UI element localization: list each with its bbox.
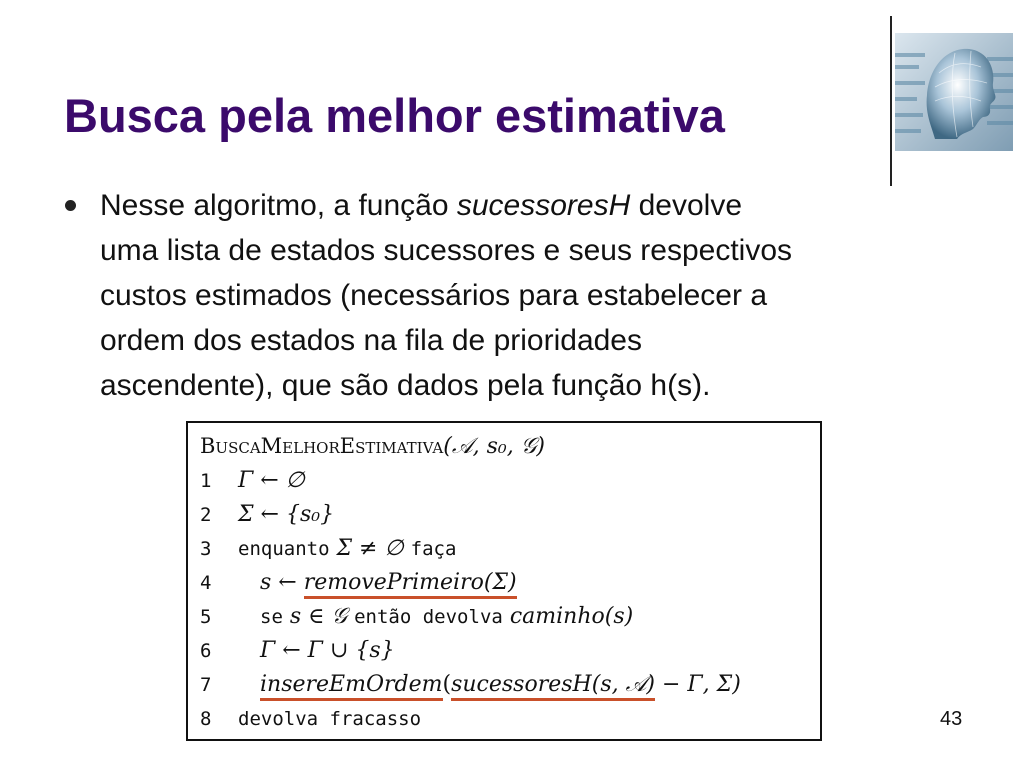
algorithm-line: 3 enquanto Σ ≠ ∅ faça: [200, 536, 457, 561]
bullet-text: [100, 183, 980, 408]
slide-title: Busca pela melhor estimativa: [64, 89, 725, 142]
algorithm-line: 4 s ← removePrimeiro(Σ): [200, 569, 517, 601]
bullet-line-2: uma lista de estados sucessores e seus respectivos: [100, 234, 793, 267]
algorithm-params: (𝒜, s₀, 𝒢): [443, 434, 545, 459]
algorithm-line: 6 Γ ← Γ ∪ {s}: [200, 638, 395, 663]
page-number: 43: [940, 708, 963, 730]
digital-head-logo-icon: [895, 33, 1013, 151]
algorithm-name: BuscaMelhorEstimativa: [200, 434, 444, 458]
algorithm-line: 1 Γ ← ∅: [200, 468, 305, 493]
algorithm-header: [200, 433, 545, 465]
underlined-call: insereEmOrdem: [260, 672, 443, 701]
bullet-line-3: custos estimados (necessários para estabelecer a: [100, 279, 768, 312]
function-name-emphasis: sucessoresH: [456, 189, 631, 222]
algorithm-box: [186, 421, 822, 741]
underlined-call: sucessoresH(s, 𝒜): [451, 672, 655, 701]
algorithm-line: 8 devolva fracasso: [200, 708, 422, 730]
bullet-line-4: ordem dos estados na fila de prioridades: [100, 324, 642, 357]
underlined-call: removePrimeiro(Σ): [304, 570, 517, 599]
algorithm-line: 5 se s ∈ 𝒢 então devolva caminho(s): [200, 604, 634, 629]
algorithm-line: 7 insereEmOrdem(sucessoresH(s, 𝒜) − Γ, Σ): [200, 671, 741, 703]
bullet-dot: [65, 200, 76, 211]
header-divider: [890, 16, 892, 186]
bullet-line-1: Nesse algoritmo, a função sucessoresH devolve: [100, 189, 743, 222]
bullet-line-5: ascendente), que são dados pela função h(s).: [100, 369, 711, 402]
algorithm-line: 2 Σ ← {s₀}: [200, 502, 335, 527]
